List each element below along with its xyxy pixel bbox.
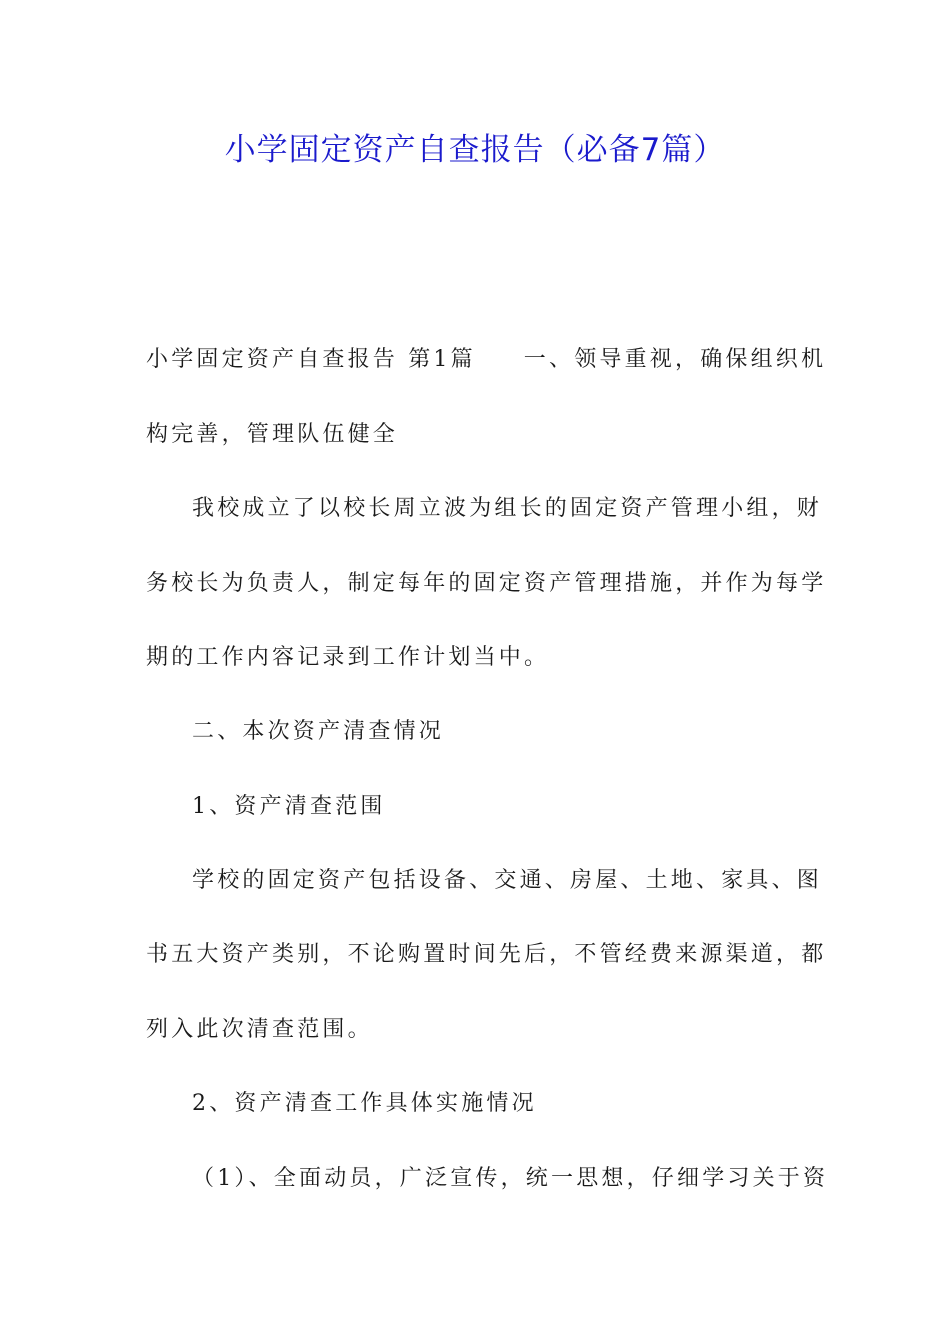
paragraph-line: 学校的固定资产包括设备、交通、房屋、土地、家具、图 xyxy=(192,868,823,893)
paragraph-line: 期的工作内容记录到工作计划当中。 xyxy=(146,645,550,670)
paragraph-line: 构完善，管理队伍健全 xyxy=(146,422,399,447)
paragraph-line: 书五大资产类别，不论购置时间先后，不管经费来源渠道，都 xyxy=(146,942,827,967)
section-heading: 二、本次资产清查情况 xyxy=(192,719,445,744)
paragraph-line xyxy=(146,343,827,377)
paragraph-line: 列入此次清查范围。 xyxy=(146,1017,373,1042)
paragraph-line: 我校成立了以校长周立波为组长的固定资产管理小组，财 xyxy=(192,496,823,521)
chapter-heading: 小学固定资产自查报告 第1篇 xyxy=(146,347,476,372)
paragraph-line: （1）、全面动员，广泛宣传，统一思想，仔细学习关于资 xyxy=(192,1166,829,1191)
subsection-heading: 2、资产清查工作具体实施情况 xyxy=(192,1091,537,1116)
section-heading: 一、领导重视，确保组织机 xyxy=(523,347,827,372)
document-title: 小学固定资产自查报告（必备7篇） xyxy=(224,132,726,168)
subsection-heading: 1、资产清查范围 xyxy=(192,794,386,819)
paragraph-line: 务校长为负责人，制定每年的固定资产管理措施，并作为每学 xyxy=(146,571,827,596)
